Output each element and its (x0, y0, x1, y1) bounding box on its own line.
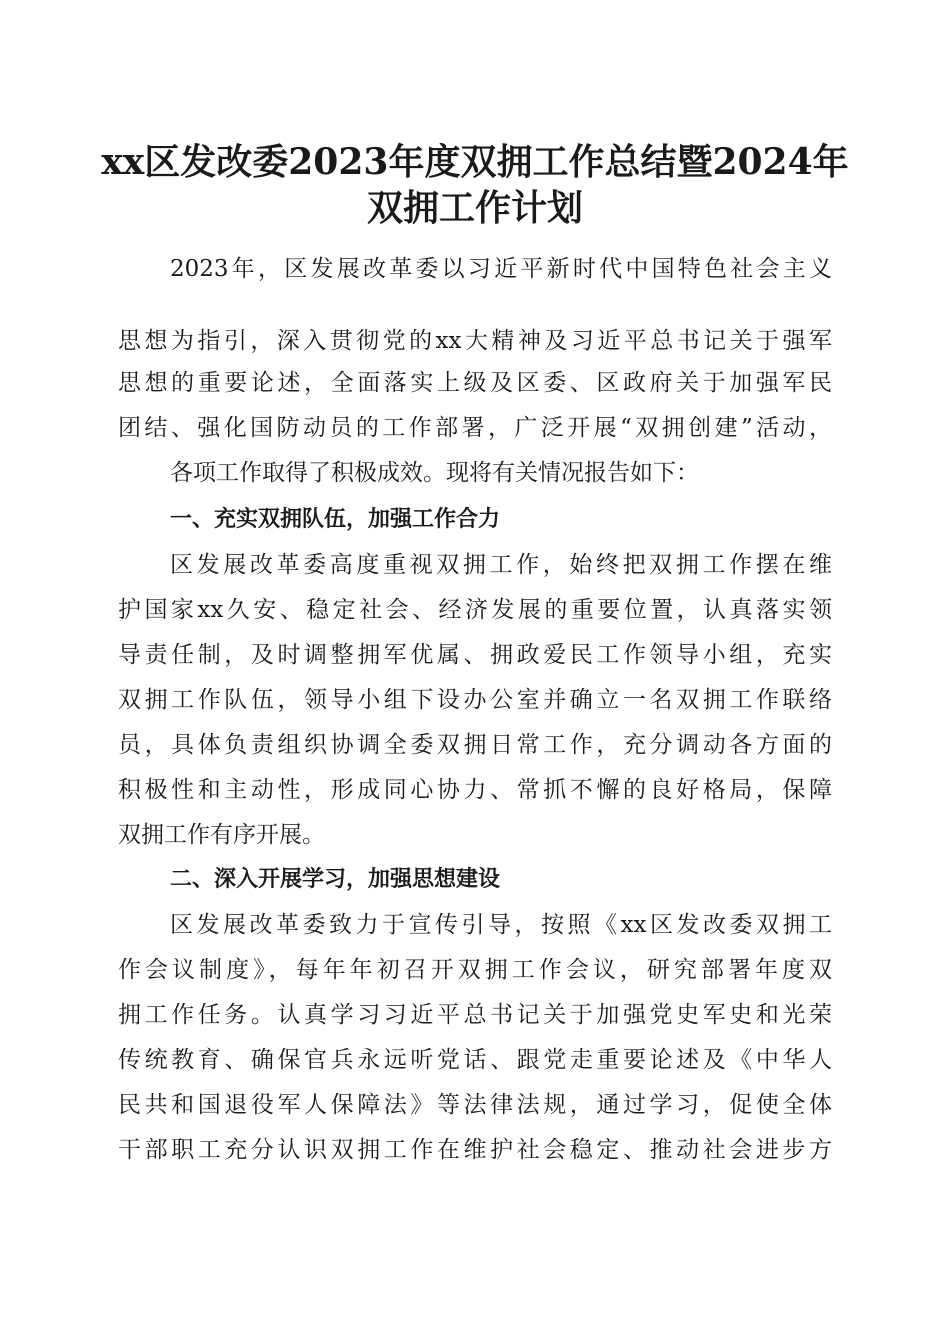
paragraph-line: 干部职工充分认识双拥工作在维护社会稳定、推动社会进步方 (118, 1137, 832, 1163)
section-heading-1: 一、充实双拥队伍，加强工作合力 (170, 507, 501, 532)
section-heading-2: 二、深入开展学习，加强思想建设 (170, 867, 501, 892)
paragraph-line: 拥工作任务。认真学习习近平总书记关于加强党史军史和光荣 (118, 1002, 832, 1028)
document-title-line-1: xx区发改委2023年度双拥工作总结暨2024年 (101, 141, 849, 183)
paragraph-line: 思想的重要论述，全面落实上级及区委、区政府关于加强军民 (118, 370, 832, 396)
paragraph-line: 区发展改革委高度重视双拥工作，始终把双拥工作摆在维 (170, 552, 832, 578)
paragraph-line: 思想为指引，深入贯彻党的xx大精神及习近平总书记关于强军 (118, 328, 832, 354)
paragraph-line: 积极性和主动性，形成同心协力、常抓不懈的良好格局，保障 (118, 777, 832, 803)
paragraph-line: 员，具体负责组织协调全委双拥日常工作，充分调动各方面的 (118, 732, 832, 758)
paragraph-line: 团结、强化国防动员的工作部署，广泛开展“双拥创建”活动， (118, 415, 832, 441)
paragraph-line: 作会议制度》，每年年初召开双拥工作会议，研究部署年度双 (118, 957, 832, 983)
paragraph-line: 2023年，区发展改革委以习近平新时代中国特色社会主义 (170, 256, 832, 282)
paragraph-line: 区发展改革委致力于宣传引导，按照《xx区发改委双拥工 (170, 912, 832, 938)
paragraph-line: 双拥工作队伍，领导小组下设办公室并确立一名双拥工作联络 (118, 687, 832, 713)
paragraph-line: 导责任制，及时调整拥军优属、拥政爱民工作领导小组，充实 (118, 642, 832, 668)
document-title-line-2: 双拥工作计划 (366, 187, 583, 229)
paragraph-line: 传统教育、确保官兵永远听党话、跟党走重要论述及《中华人 (118, 1047, 832, 1073)
paragraph-line: 双拥工作有序开展。 (118, 822, 325, 848)
paragraph-line: 各项工作取得了积极成效。现将有关情况报告如下： (170, 460, 699, 486)
paragraph-line: 护国家xx久安、稳定社会、经济发展的重要位置，认真落实领 (118, 597, 832, 623)
paragraph-line: 民共和国退役军人保障法》等法律法规，通过学习，促使全体 (118, 1092, 832, 1118)
